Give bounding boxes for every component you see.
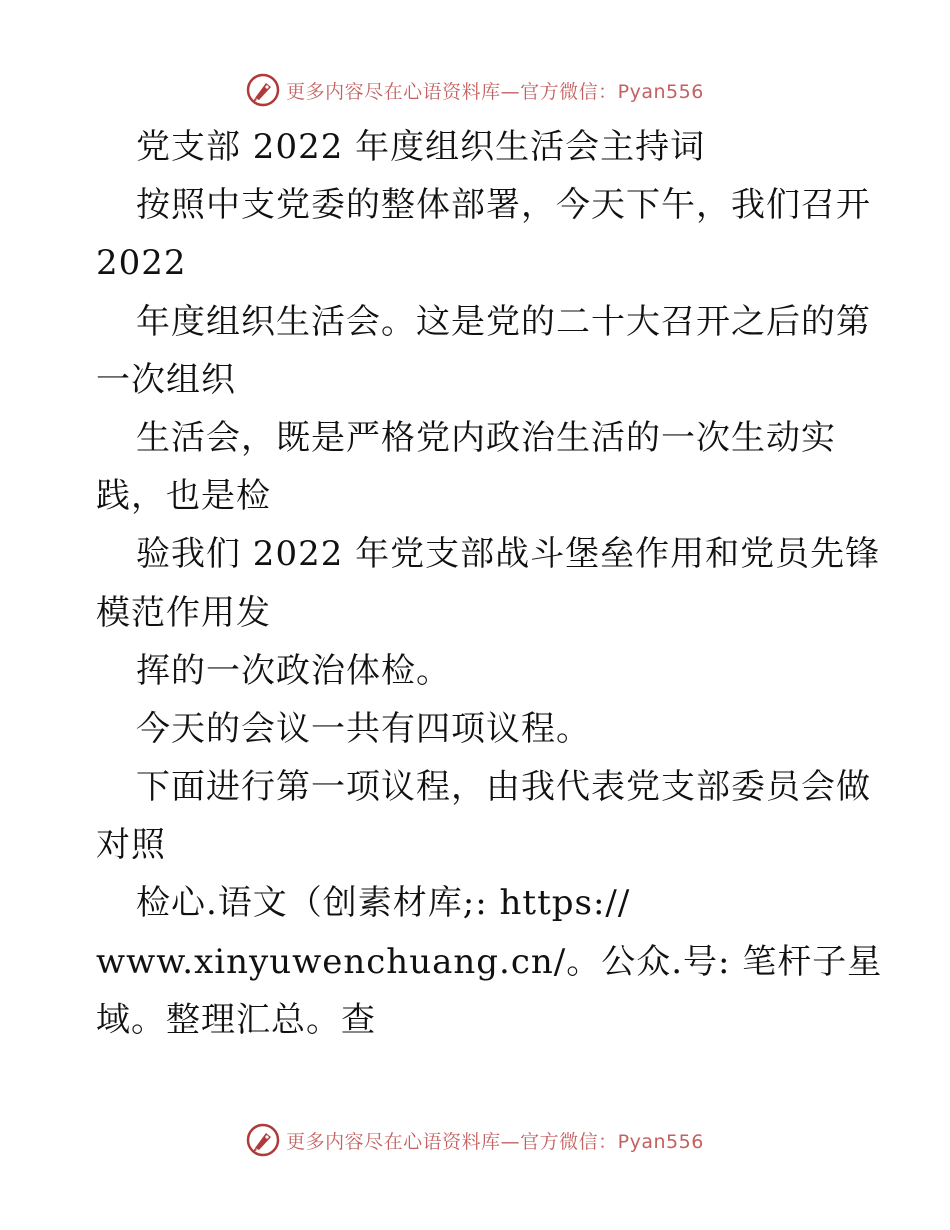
paragraph-line: 下面进行第一项议程，由我代表党支部委员会做 [136, 767, 871, 808]
paragraph-line: 验我们 2022 年党支部战斗堡垒作用和党员先锋 [136, 534, 881, 575]
paragraph-line: www.xinyuwenchuang.cn/。公众.号: 笔杆子星 [96, 941, 883, 982]
paragraph-line: 今天的会议一共有四项议程。 [136, 708, 591, 749]
paragraph-line: 挥的一次政治体检。 [136, 650, 451, 691]
paragraph-line: 模范作用发 [96, 592, 271, 633]
pen-nib-logo-icon [246, 73, 280, 107]
paragraph-line: 按照中支党委的整体部署，今天下午，我们召开 [136, 185, 871, 226]
paragraph-line: 2022 [96, 243, 187, 284]
paragraph-line: 一次组织 [96, 359, 236, 400]
paragraph-line: 年度组织生活会。这是党的二十大召开之后的第 [136, 301, 871, 342]
paragraph-line: 对照 [96, 825, 166, 866]
paragraph-line: 践，也是检 [96, 476, 271, 517]
pen-nib-logo-icon [246, 1123, 280, 1157]
paragraph-line: 检心.语文（创素材库;: https:// [136, 883, 631, 924]
footer-banner [0, 1120, 950, 1160]
document-title: 党支部 2022 年度组织生活会主持词 [136, 127, 706, 167]
header-banner [0, 70, 950, 110]
paragraph-line: 生活会，既是严格党内政治生活的一次生动实 [136, 417, 836, 458]
paragraph-line: 域。整理汇总。查 [96, 999, 376, 1040]
header-banner-text: 更多内容尽在心语资料库—官方微信：Pyan556 [286, 80, 704, 103]
document-body [96, 118, 883, 1049]
footer-banner-text: 更多内容尽在心语资料库—官方微信：Pyan556 [286, 1130, 704, 1153]
